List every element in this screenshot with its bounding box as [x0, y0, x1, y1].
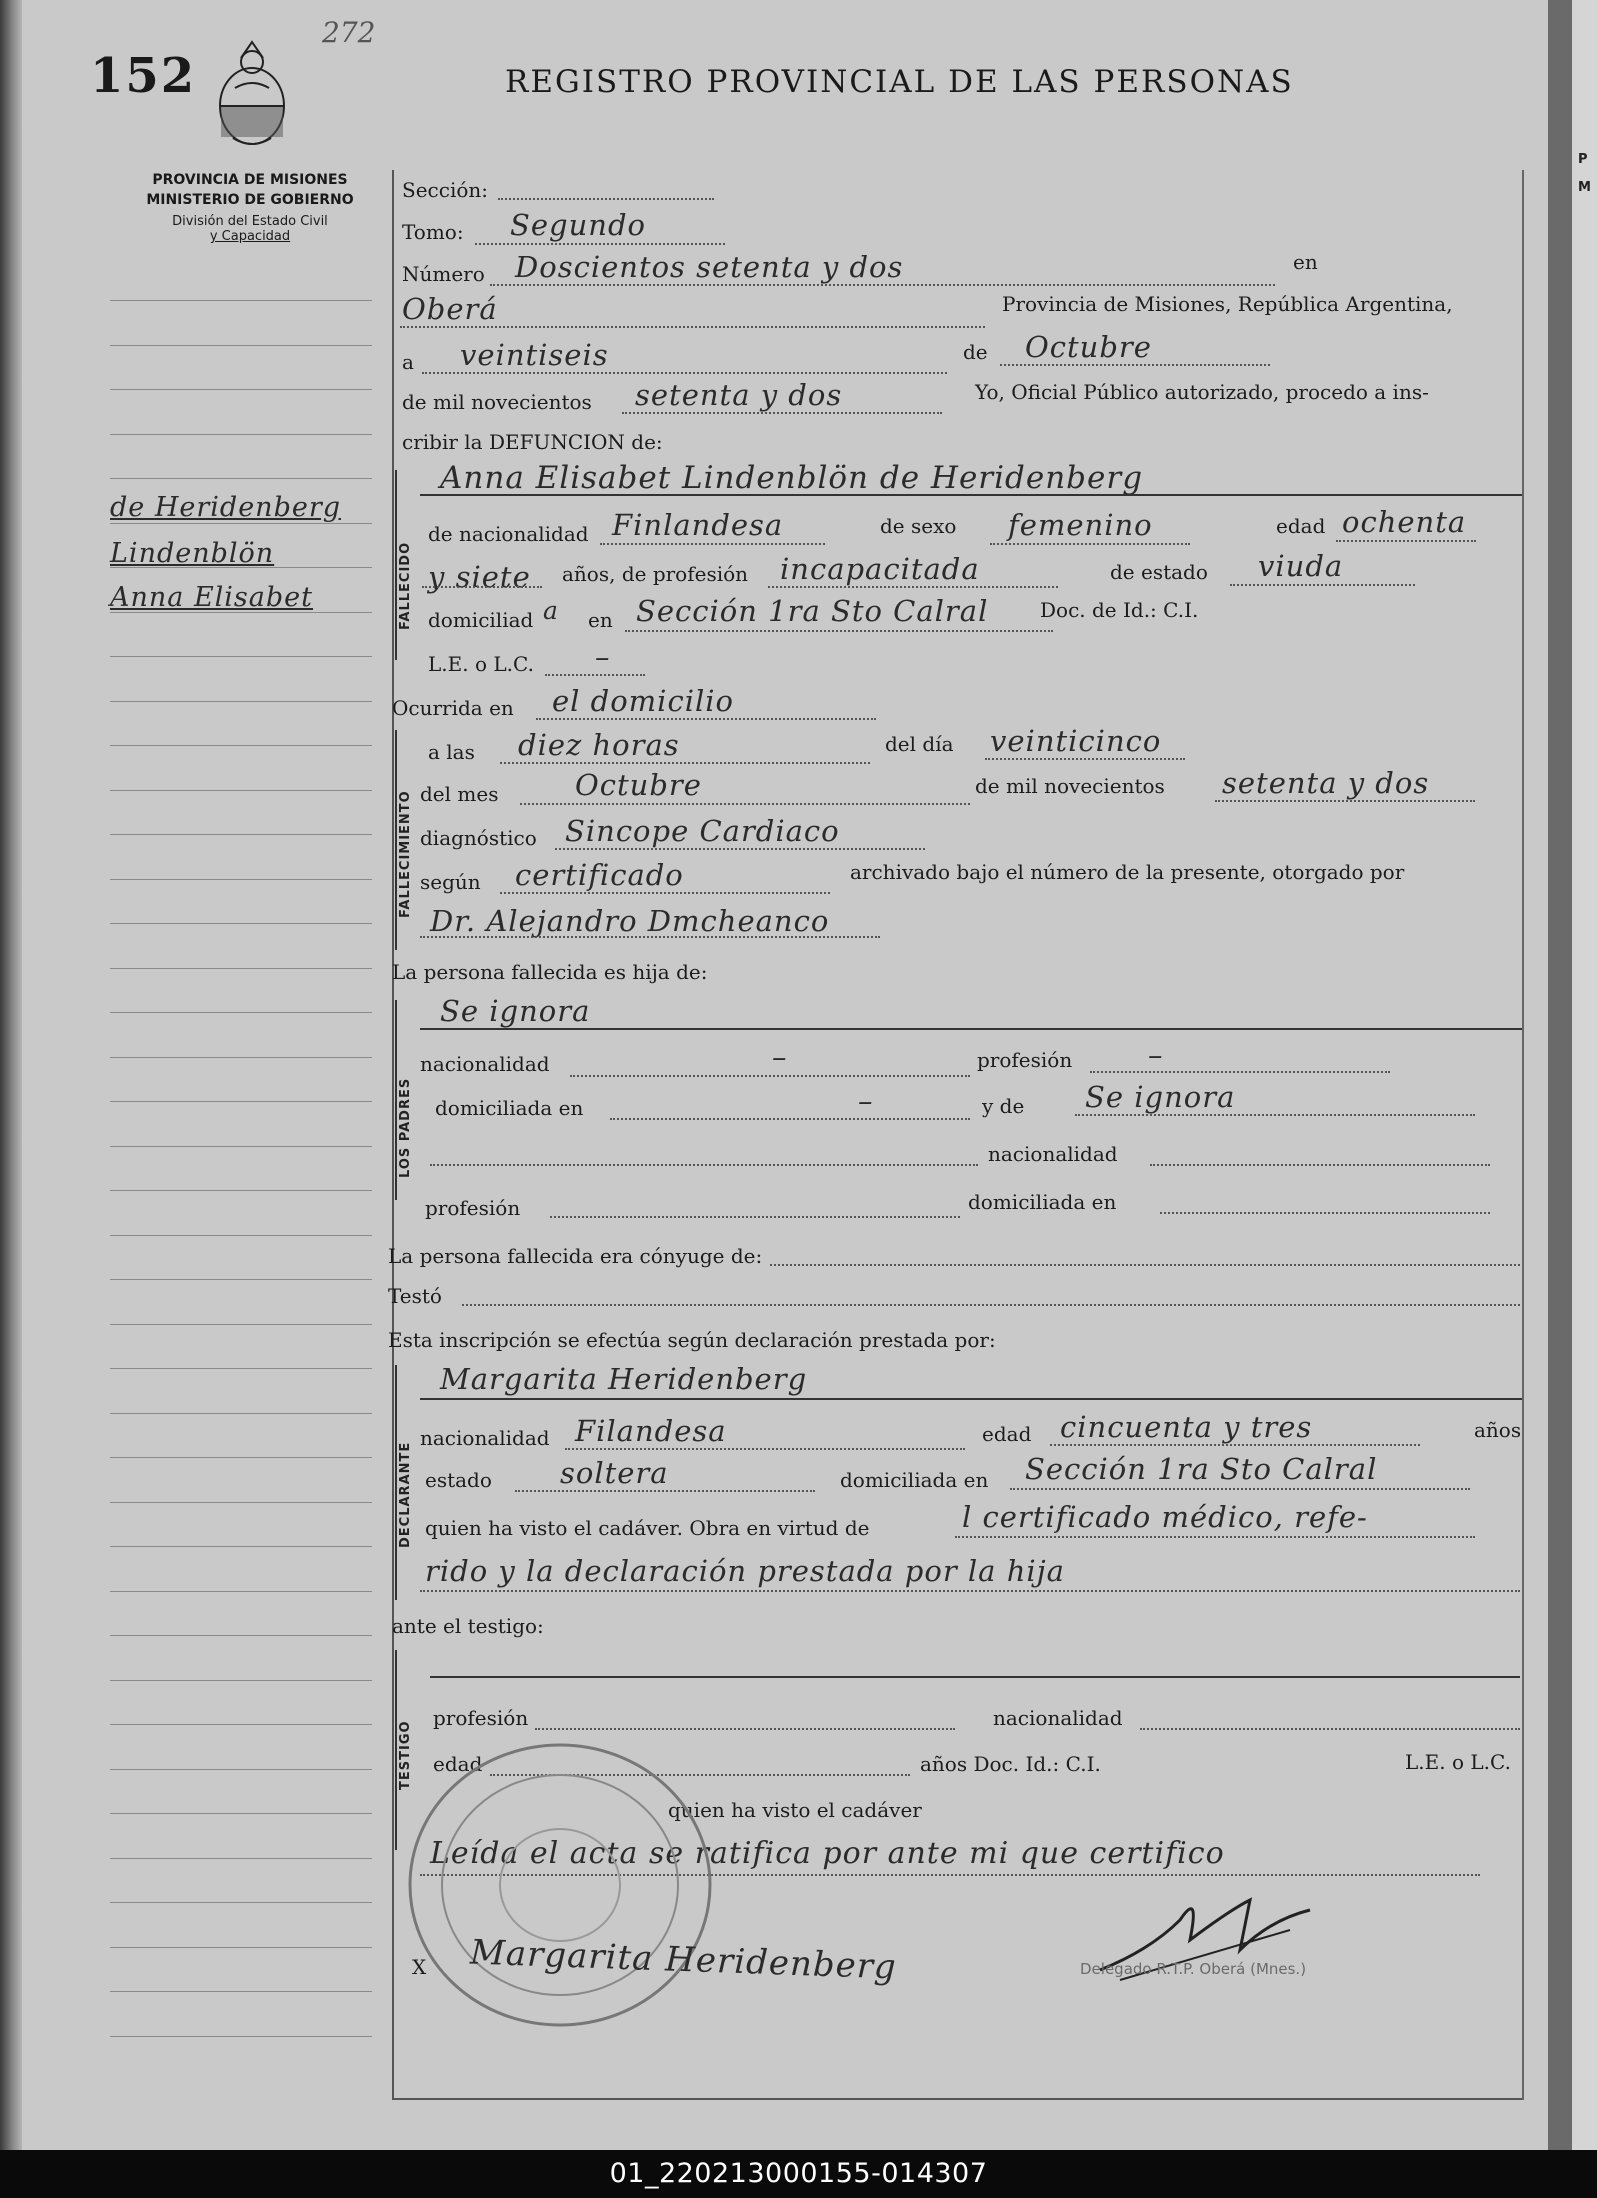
margin-rule-line	[110, 478, 372, 479]
entry-nombre: Anna Elisabet Lindenblön de Heridenberg	[440, 460, 1144, 496]
coat-of-arms-icon	[205, 38, 300, 150]
margin-rule-line	[110, 523, 372, 524]
label-a: a	[402, 350, 414, 374]
margin-rule-line	[110, 1279, 372, 1280]
entry-virtud-2: rido y la declaración prestada por la hija	[425, 1554, 1065, 1588]
label-decl-estado: estado	[425, 1468, 492, 1492]
label-a-las: a las	[428, 740, 475, 764]
entry-decl-nacionalidad: Filandesa	[575, 1414, 727, 1448]
label-de-mil-novecientos: de mil novecientos	[402, 390, 592, 414]
institution-ministry: MINISTERIO DE GOBIERNO	[146, 192, 354, 208]
entry-dia: veintiseis	[460, 338, 609, 372]
image-id-footer: 01_220213000155-014307	[0, 2150, 1597, 2198]
label-hija-de: La persona fallecida es hija de:	[392, 960, 708, 984]
label-decl-edad: edad	[982, 1422, 1032, 1446]
adjacent-page	[1572, 0, 1597, 2150]
label-de-mil-novecientos-2: de mil novecientos	[975, 774, 1165, 798]
entry-lugar: Oberá	[402, 292, 498, 326]
institution-capacity: y Capacidad	[209, 229, 291, 244]
label-padre-nacionalidad: nacionalidad	[420, 1052, 550, 1076]
margin-rule-line	[110, 389, 372, 390]
margin-rule-line	[110, 1858, 372, 1859]
label-edad: edad	[1276, 514, 1326, 538]
label-declaracion: Esta inscripción se efectúa según declaración prestada por:	[388, 1328, 996, 1352]
label-conyuge: La persona fallecida era cónyuge de:	[388, 1244, 763, 1268]
label-ante-testigo: ante el testigo:	[392, 1614, 544, 1638]
fallecimiento-bracket	[395, 730, 397, 950]
entry-sexo: femenino	[1008, 508, 1153, 542]
entry-anio: setenta y dos	[635, 378, 843, 412]
label-testo: Testó	[388, 1284, 442, 1308]
label-y-de: y de	[982, 1094, 1025, 1118]
institution-division: División del Estado Civil	[172, 214, 328, 229]
label-madre-profesion: profesión	[425, 1196, 521, 1220]
adjacent-page-letter-m: M	[1578, 180, 1591, 195]
entry-declarante: Margarita Heridenberg	[440, 1362, 808, 1396]
margin-rule-line	[110, 1902, 372, 1903]
entry-segun: certificado	[515, 858, 684, 892]
margin-rule-line	[110, 1012, 372, 1013]
entry-le-lc: –	[595, 640, 611, 674]
label-le-lc: L.E. o L.C.	[428, 652, 534, 676]
label-yo-oficial: Yo, Oficial Público autorizado, procedo a ins-	[975, 380, 1429, 404]
label-de-estado: de estado	[1110, 560, 1208, 584]
margin-rule-line	[110, 1591, 372, 1592]
label-decl-domiciliada: domiciliada en	[840, 1468, 989, 1492]
padres-bracket	[395, 1000, 397, 1200]
margin-note-line3: Anna Elisabet	[110, 582, 314, 613]
margin-rule-line	[110, 434, 372, 435]
label-numero: Número	[402, 262, 485, 286]
margin-rule-line	[110, 968, 372, 969]
label-ocurrida: Ocurrida en	[392, 696, 514, 720]
label-t-profesion: profesión	[433, 1706, 529, 1730]
entry-madre: Se ignora	[1085, 1080, 1236, 1114]
declarante-bracket	[395, 1365, 397, 1600]
margin-rule-line	[110, 1101, 372, 1102]
entry-profesion: incapacitada	[780, 552, 980, 586]
label-padre-domiciliada: domiciliada en	[435, 1096, 584, 1120]
label-decl-anos: años	[1474, 1418, 1522, 1442]
margin-rule-line	[110, 345, 372, 346]
entry-virtud-1: l certificado médico, refe-	[962, 1500, 1368, 1534]
entry-nacionalidad: Finlandesa	[612, 508, 784, 542]
entry-ocurrida: el domicilio	[552, 684, 734, 718]
label-de: de	[963, 340, 988, 364]
entry-hora: diez horas	[518, 728, 680, 762]
margin-rule-line	[110, 1324, 372, 1325]
fallecido-bracket	[395, 470, 397, 660]
entry-mes: Octubre	[1025, 330, 1152, 364]
entry-edad-2: y siete	[428, 560, 531, 594]
label-t-edad: edad	[433, 1752, 483, 1776]
label-t-nacionalidad: nacionalidad	[993, 1706, 1123, 1730]
entry-tomo: Segundo	[510, 208, 646, 242]
label-padre-profesion: profesión	[977, 1048, 1073, 1072]
margin-rule-line	[110, 701, 372, 702]
label-segun: según	[420, 870, 481, 894]
entry-padre: Se ignora	[440, 994, 591, 1028]
stamp-text: Delegado R.T.P. Oberá (Mnes.)	[1080, 1960, 1307, 1978]
label-domiciliad: domiciliad	[428, 608, 534, 632]
margin-rule-line	[110, 1546, 372, 1547]
entry-medico: Dr. Alejandro Dmcheanco	[430, 904, 830, 938]
margin-rule-line	[110, 879, 372, 880]
entry-padre-profesion: –	[1148, 1038, 1164, 1072]
tab-padres: LOS PADRES	[398, 1077, 413, 1178]
institution-block	[105, 172, 395, 244]
tab-fallecimiento: FALLECIMIENTO	[398, 790, 413, 918]
label-t-anos-doc: años Doc. Id.: C.I.	[920, 1752, 1101, 1776]
margin-rule-line	[110, 1813, 372, 1814]
form-frame-right	[1522, 170, 1524, 2100]
pencil-page-number: 272	[322, 16, 376, 49]
margin-rule-line	[110, 2036, 372, 2037]
entry-domiciliad-suffix: a	[543, 596, 559, 625]
margin-rule-line	[110, 1413, 372, 1414]
margin-rule-line	[110, 923, 372, 924]
label-decl-nacionalidad: nacionalidad	[420, 1426, 550, 1450]
label-en: en	[1293, 250, 1318, 274]
margin-rule-line	[110, 1724, 372, 1725]
margin-note-line2: Lindenblön	[110, 538, 275, 569]
label-tomo: Tomo:	[402, 220, 464, 244]
label-archivado: archivado bajo el número de la presente, otorgado por	[850, 860, 1405, 884]
margin-rule-line	[110, 1057, 372, 1058]
label-del-mes: del mes	[420, 782, 499, 806]
label-quien-ha-visto: quien ha visto el cadáver. Obra en virtud de	[425, 1516, 870, 1540]
entry-domicilio: Sección 1ra Sto Calral	[636, 594, 989, 628]
margin-rule-line	[110, 1991, 372, 1992]
label-del-dia: del día	[885, 732, 954, 756]
margin-rule-line	[110, 1457, 372, 1458]
entry-dia-fallec: veinticinco	[990, 724, 1162, 758]
adjacent-page-letter-p: P	[1578, 152, 1588, 167]
form-frame-bottom	[392, 2098, 1522, 2100]
label-diagnostico: diagnóstico	[420, 826, 537, 850]
label-anos-profesion: años, de profesión	[562, 562, 749, 586]
margin-rule-line	[110, 790, 372, 791]
entry-diagnostico: Sincope Cardiaco	[565, 814, 840, 848]
label-t-quien: quien ha visto el cadáver	[668, 1798, 922, 1822]
label-madre-nacionalidad: nacionalidad	[988, 1142, 1118, 1166]
entry-padre-domicilio: –	[858, 1084, 874, 1118]
label-provincia: Provincia de Misiones, República Argentina,	[1002, 292, 1453, 316]
margin-rule-line	[110, 1769, 372, 1770]
margin-note-line1: de Heridenberg	[110, 492, 342, 523]
margin-rule-line	[110, 834, 372, 835]
signature-declarante: Margarita Heridenberg	[469, 1932, 898, 1988]
page-title: REGISTRO PROVINCIAL DE LAS PERSONAS	[505, 64, 1294, 100]
entry-decl-edad: cincuenta y tres	[1060, 1410, 1313, 1444]
entry-padre-nacionalidad: –	[772, 1040, 788, 1074]
margin-rule-line	[110, 1368, 372, 1369]
entry-mes-fallec: Octubre	[575, 768, 702, 802]
label-madre-domiciliada: domiciliada en	[968, 1190, 1117, 1214]
tab-declarante: DECLARANTE	[398, 1441, 413, 1548]
entry-anio-fallec: setenta y dos	[1222, 766, 1430, 800]
book-spine	[0, 0, 22, 2150]
official-seal-icon	[405, 1740, 715, 2030]
label-t-le-lc: L.E. o L.C.	[1405, 1750, 1511, 1774]
label-seccion: Sección:	[402, 178, 488, 202]
tab-testigo: TESTIGO	[398, 1720, 413, 1790]
margin-rule-line	[110, 1947, 372, 1948]
margin-rule-line	[110, 1635, 372, 1636]
margin-rule-line	[110, 1235, 372, 1236]
institution-province: PROVINCIA DE MISIONES	[152, 172, 348, 188]
entry-edad-1: ochenta	[1342, 505, 1467, 539]
label-doc-id: Doc. de Id.: C.I.	[1040, 598, 1199, 622]
entry-decl-estado: soltera	[560, 1456, 669, 1490]
margin-rule-line	[110, 1146, 372, 1147]
entry-estado: viuda	[1258, 549, 1344, 583]
margin-rule-line	[110, 1680, 372, 1681]
label-en-domicilio: en	[588, 608, 613, 632]
label-cribir: cribir la DEFUNCION de:	[402, 430, 663, 454]
margin-rule-line	[110, 300, 372, 301]
entry-decl-domicilio: Sección 1ra Sto Calral	[1025, 1452, 1378, 1486]
tab-fallecido: FALLECIDO	[398, 541, 413, 630]
testigo-bracket	[395, 1650, 397, 1850]
form-frame-left	[392, 170, 394, 2100]
entry-lectura: Leída el acta se ratifica por ante mi que certifico	[430, 1836, 1225, 1871]
x-mark: X	[412, 1955, 427, 1979]
margin-rule-line	[110, 656, 372, 657]
label-de-sexo: de sexo	[880, 514, 957, 538]
label-de-nacionalidad: de nacionalidad	[428, 522, 589, 546]
folio-number: 152	[90, 48, 197, 104]
margin-rule-line	[110, 1190, 372, 1191]
margin-rule-line	[110, 745, 372, 746]
margin-rule-line	[110, 1502, 372, 1503]
entry-numero: Doscientos setenta y dos	[515, 250, 904, 284]
